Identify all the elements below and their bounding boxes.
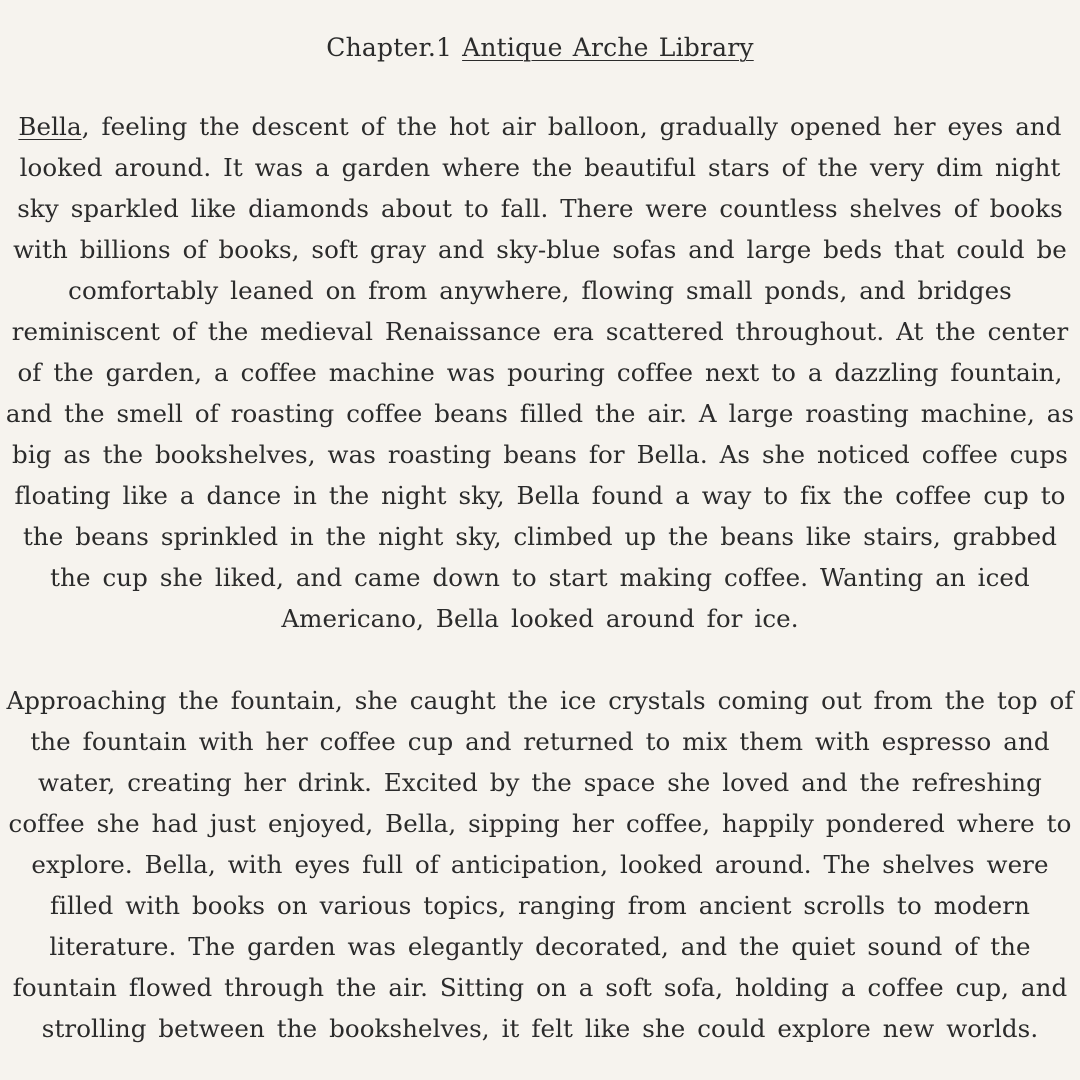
paragraph-2-text: Approaching the fountain, she caught the ice crystals coming out from the top of the fountain with her coffee cup and returned to mix them with espresso and water, creating her drink. Excited by the space she loved and the refreshing coffee she had just enjoyed, Bella, sipping her coffee, happily pondered where to explore. Bella, with eyes full of anticipation, looked around. The shelves were filled with books on various topics, ranging from ancient scrolls to modern literature. The garden was elegantly decorated, and the quiet sound of the fountain flowed through the air. Sitting on a soft sofa, holding a coffee cup, and strolling between the bookshelves, it felt like she could explore new worlds. [6,686,1074,1043]
character-name: Bella [18,112,82,141]
chapter-heading [2,0,1078,66]
story-paragraph-1 [2,106,1078,639]
chapter-title: Antique Arche Library [462,33,754,62]
chapter-label: Chapter.1 [326,33,453,62]
paragraph-1-text: , feeling the descent of the hot air balloon, gradually opened her eyes and looked around. It was a garden where the beautiful stars of the very dim night sky sparkled like diamonds about to fall. There were countless shelves of books with billions of books, soft gray and sky-blue sofas and large beds that could be comfortably leaned on from anywhere, flowing small ponds, and bridges reminiscent of the medieval Renaissance era scattered throughout. At the center of the garden, a coffee machine was pouring coffee next to a dazzling fountain, and the smell of roasting coffee beans filled the air. A large roasting machine, as big as the bookshelves, was roasting beans for Bella. As she noticed coffee cups floating like a dance in the night sky, Bella found a way to fix the coffee cup to the beans sprinkled in the night sky, climbed up the beans like stairs, grabbed the cup she liked, and came down to start making coffee. Wanting an iced Americano, Bella looked around for ice. [5,112,1075,633]
story-paragraph-2 [2,680,1078,1049]
